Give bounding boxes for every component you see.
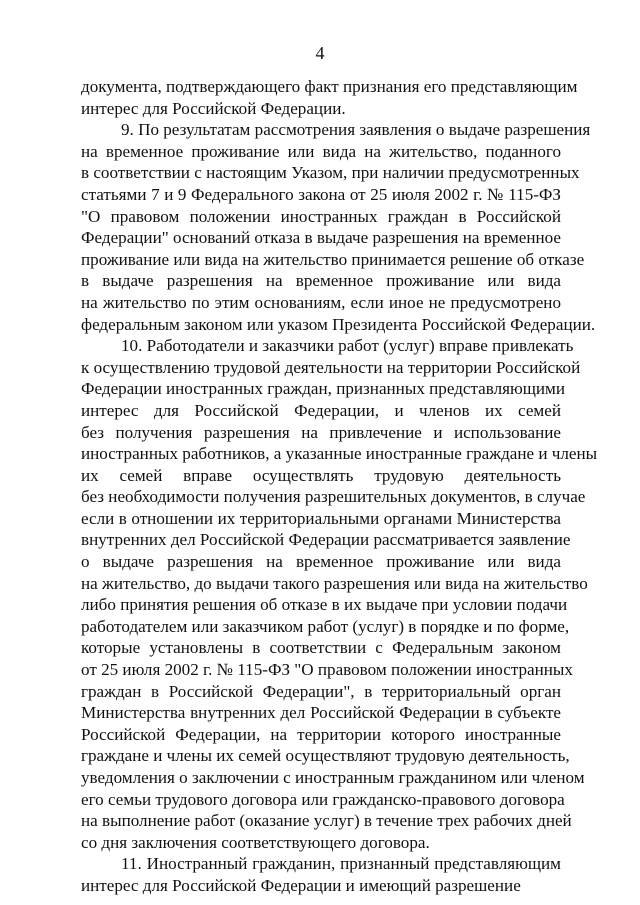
text-line: к осуществлению трудовой деятельности на территории Российской: [81, 357, 581, 377]
text-line: документа, подтверждающего факт признания его представляющим: [81, 77, 578, 96]
text-line: интерес для Российской Федерации, и членов их семей: [81, 400, 561, 420]
text-line: интерес для Российской Федерации и имеющий разрешение: [81, 875, 521, 895]
text-line: либо принятия решения об отказе в их выдаче при условии подачи: [81, 595, 568, 615]
text-line: федеральным законом или указом Президента Российской Федерации.: [81, 314, 596, 334]
text-line: без получения разрешения на привлечение и использование: [81, 422, 561, 442]
text-line: о выдаче разрешения на временное проживание или вида: [81, 552, 561, 572]
text-line: его семьи трудового договора или гражданско-правового договора: [81, 789, 565, 809]
text-line: на жительство по этим основаниям, если иное не предусмотрено: [81, 292, 561, 312]
text-line: граждане и члены их семей осуществляют трудовую деятельность,: [81, 746, 570, 766]
text-line: работодателем или заказчиком работ (услуг) в порядке и по форме,: [81, 616, 570, 636]
text-line: "О правовом положении иностранных граждан в Российской: [81, 206, 561, 226]
text-line: которые установлены в соответствии с Федеральным законом: [81, 638, 561, 658]
text-line: 9. По результатам рассмотрения заявления о выдаче разрешения: [121, 120, 591, 140]
text-line: на временное проживание или вида на жительство, поданного: [81, 141, 561, 161]
text-line: уведомления о заключении с иностранным гражданином или членом: [81, 768, 585, 787]
text-line: граждан в Российской Федерации", в территориальный орган: [81, 681, 561, 701]
text-line: со дня заключения соответствующего договора.: [81, 832, 430, 852]
page-number: 4: [315, 43, 325, 63]
text-line: от 25 июля 2002 г. № 115-ФЗ "О правовом положении иностранных: [81, 660, 573, 680]
text-line: их семей вправе осуществлять трудовую деятельность: [81, 465, 561, 485]
text-line: в соответствии с настоящим Указом, при наличии предусмотренных: [81, 163, 580, 183]
text-line: Российской Федерации, на территории которого иностранные: [81, 724, 561, 744]
text-line: на выполнение работ (оказание услуг) в течение трех рабочих дней: [81, 811, 572, 831]
paragraph-continuation: [81, 76, 578, 119]
paragraph-item-11: [81, 853, 561, 896]
text-line: внутренних дел Российской Федерации рассматривается заявление: [81, 530, 571, 550]
text-line: Министерства внутренних дел Российской Федерации в субъекте: [81, 703, 561, 723]
text-line: 11. Иностранный гражданин, признанный представляющим: [121, 854, 561, 874]
text-line: Федерации" оснований отказа в выдаче разрешения на временное: [81, 228, 561, 248]
text-line: интерес для Российской Федерации.: [81, 98, 346, 118]
paragraph-item-9: [81, 119, 596, 335]
text-line: 10. Работодатели и заказчики работ (услуг) вправе привлекать: [121, 336, 574, 356]
document-body: [81, 76, 598, 897]
text-line: если в отношении их территориальными органами Министерства: [81, 508, 561, 528]
text-line: статьями 7 и 9 Федерального закона от 25 июля 2002 г. № 115-ФЗ: [81, 184, 561, 204]
text-line: иностранных работников, а указанные иностранные граждане и члены: [81, 444, 598, 464]
text-line: проживание или вида на жительство принимается решение об отказе: [81, 249, 585, 269]
paragraph-item-10: [81, 335, 598, 853]
text-line: Федерации иностранных граждан, признанных представляющими: [81, 379, 566, 399]
text-line: без необходимости получения разрешительных документов, в случае: [81, 487, 586, 507]
text-line: в выдаче разрешения на временное проживание или вида: [81, 271, 561, 291]
text-line: на жительство, до выдачи такого разрешения или вида на жительство: [81, 573, 588, 593]
